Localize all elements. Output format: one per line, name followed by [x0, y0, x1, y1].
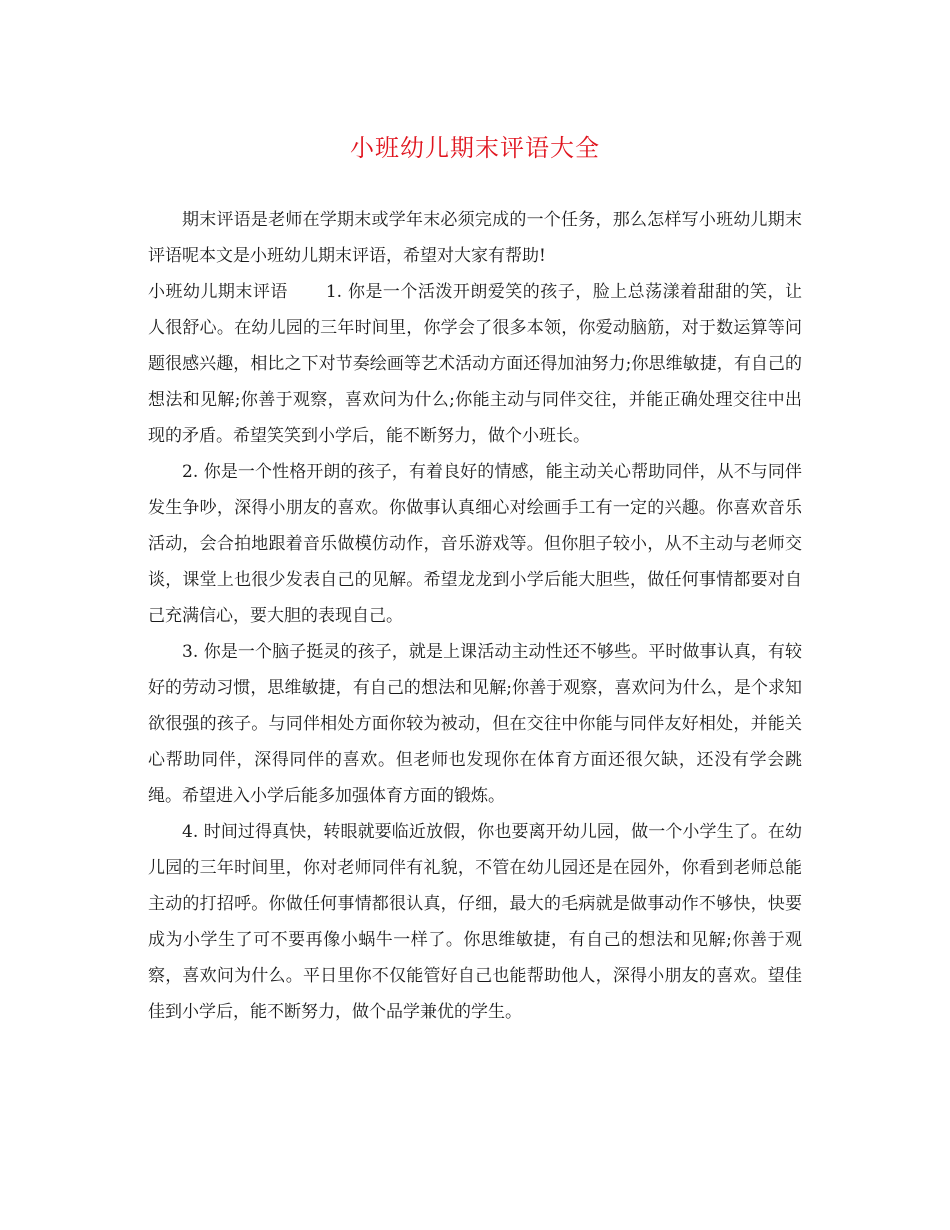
document-body — [148, 202, 802, 1030]
comment-item-2: 2. 你是一个性格开朗的孩子，有着良好的情感，能主动关心帮助同伴，从不与同伴发生争吵，深得小朋友的喜欢。你做事认真细心对绘画手工有一定的兴趣。你喜欢音乐活动，会合拍地跟着音乐做模仿动作，音乐游戏等。但你胆子较小，从不主动与老师交谈，课堂上也很少发表自己的见解。希望龙龙到小学后能大胆些，做任何事情都要对自己充满信心，要大胆的表现自己。 — [148, 462, 802, 626]
first-comment-paragraph — [148, 274, 802, 454]
section-heading: 小班幼儿期末评语 — [148, 282, 288, 302]
comment-item-4: 4. 时间过得真快，转眼就要临近放假，你也要离开幼儿园，做一个小学生了。在幼儿园的三年时间里，你对老师同伴有礼貌，不管在幼儿园还是在园外，你看到老师总能主动的打招呼。你做任何事情都很认真，仔细，最大的毛病就是做事动作不够快，快要成为小学生了可不要再像小蜗牛一样了。你思维敏捷，有自己的想法和见解;你善于观察，喜欢问为什么。平日里你不仅能管好自己也能帮助他人，深得小朋友的喜欢。望佳佳到小学后，能不断努力，做个品学兼优的学生。 — [148, 822, 802, 1022]
page-title: 小班幼儿期末评语大全 — [350, 134, 600, 162]
comment-item-3: 3. 你是一个脑子挺灵的孩子，就是上课活动主动性还不够些。平时做事认真，有较好的劳动习惯，思维敏捷，有自己的想法和见解;你善于观察，喜欢问为什么，是个求知欲很强的孩子。与同伴相处方面你较为被动，但在交往中你能与同伴友好相处，并能关心帮助同伴，深得同伴的喜欢。但老师也发现你在体育方面还很欠缺，还没有学会跳绳。希望进入小学后能多加强体育方面的锻炼。 — [148, 642, 802, 806]
intro-paragraph: 期末评语是老师在学期末或学年末必须完成的一个任务，那么怎样写小班幼儿期末评语呢本文是小班幼儿期末评语，希望对大家有帮助! — [148, 210, 802, 266]
comment-item-1: 1. 你是一个活泼开朗爱笑的孩子，脸上总荡漾着甜甜的笑，让人很舒心。在幼儿园的三年时间里，你学会了很多本领，你爱动脑筋，对于数运算等问题很感兴趣，相比之下对节奏绘画等艺术活动方面还得加油努力;你思维敏捷，有自己的想法和见解;你善于观察，喜欢问为什么;你能主动与同伴交往，并能正确处理交往中出现的矛盾。希望笑笑到小学后，能不断努力，做个小班长。 — [148, 282, 803, 446]
